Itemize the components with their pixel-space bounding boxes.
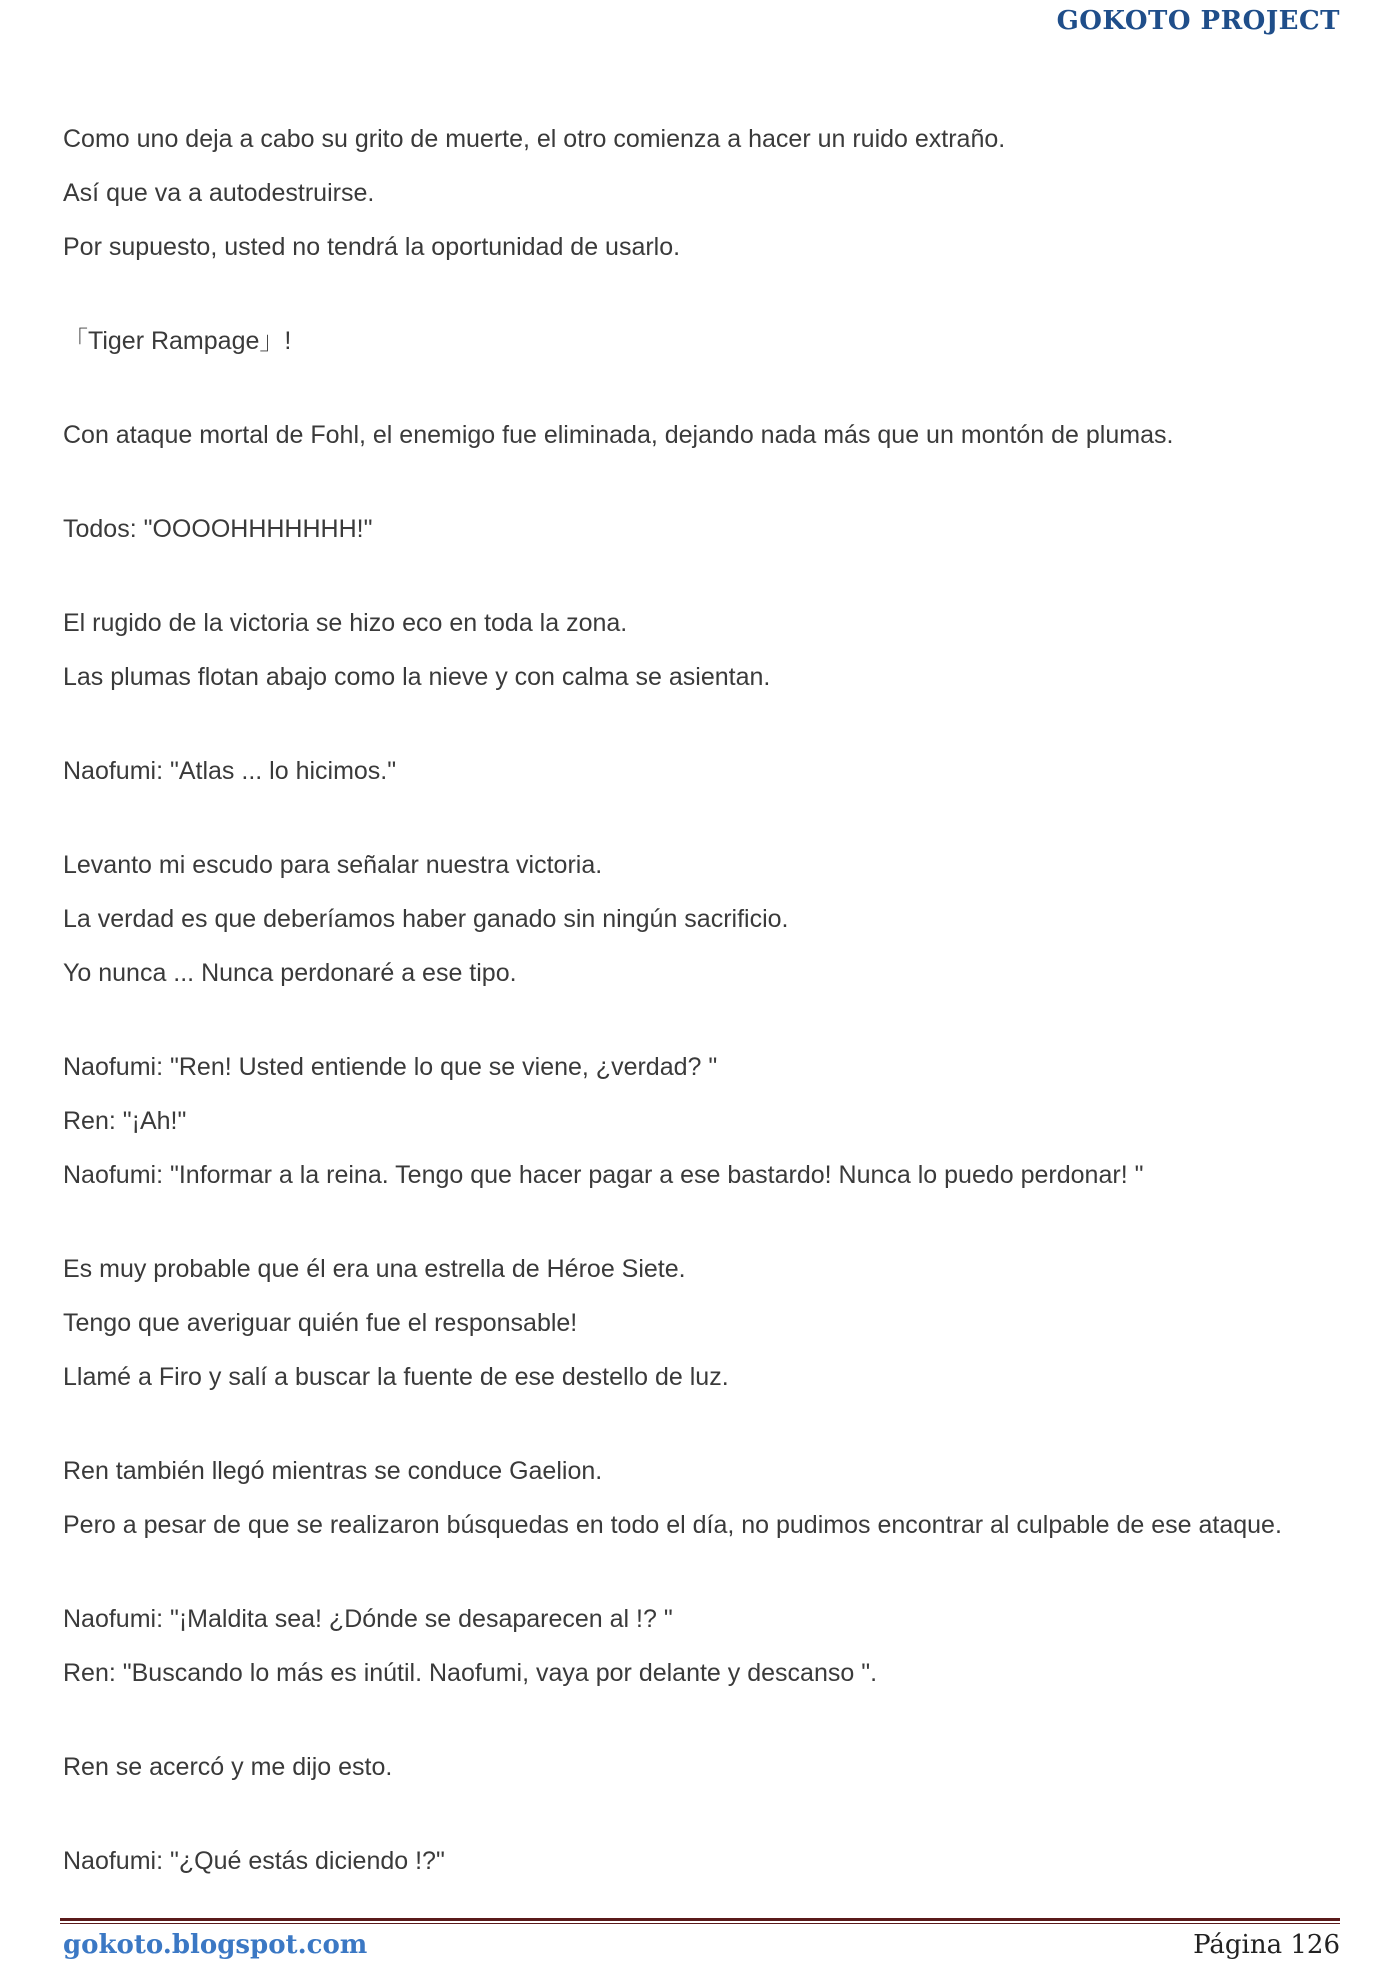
- text-line: Ren se acercó y me dijo esto.: [63, 1753, 393, 1781]
- text-line: La verdad es que deberíamos haber ganado sin ningún sacrificio.: [63, 905, 789, 933]
- text-line: Naofumi: "¿Qué estás diciendo !?": [63, 1847, 445, 1875]
- text-line: Tengo que averiguar quién fue el responsable!: [63, 1309, 578, 1337]
- text-line: Yo nunca ... Nunca perdonaré a ese tipo.: [63, 959, 517, 987]
- text-line: Llamé a Firo y salí a buscar la fuente de ese destello de luz.: [63, 1363, 729, 1391]
- paragraph: [63, 1040, 1353, 1202]
- footer-divider: [60, 1918, 1340, 1928]
- page-number: Página 126: [1193, 1930, 1340, 1960]
- text-line: Naofumi: "¡Maldita sea! ¿Dónde se desaparecen al !? ": [63, 1605, 673, 1633]
- text-line: Levanto mi escudo para señalar nuestra victoria.: [63, 851, 603, 879]
- text-line: Las plumas flotan abajo como la nieve y con calma se asientan.: [63, 663, 771, 691]
- text-line: Ren: "Buscando lo más es inútil. Naofumi, vaya por delante y descanso ".: [63, 1659, 878, 1687]
- paragraph: [63, 112, 1353, 274]
- text-line: Ren también llegó mientras se conduce Gaelion.: [63, 1457, 603, 1485]
- text-line: El rugido de la victoria se hizo eco en toda la zona.: [63, 609, 628, 637]
- text-line: Como uno deja a cabo su grito de muerte, el otro comienza a hacer un ruido extraño.: [63, 125, 1006, 153]
- text-line: Todos: "OOOOHHHHHHH!": [63, 515, 373, 543]
- text-line: Así que va a autodestruirse.: [63, 179, 375, 207]
- document-body: [63, 112, 1353, 1888]
- paragraph: [63, 1592, 1353, 1700]
- paragraph: [63, 838, 1353, 1000]
- text-line: 「Tiger Rampage」!: [63, 327, 292, 355]
- paragraph: [63, 1242, 1353, 1404]
- paragraph: [63, 314, 1353, 368]
- text-line: Es muy probable que él era una estrella de Héroe Siete.: [63, 1255, 686, 1283]
- paragraph: [63, 744, 1353, 798]
- footer-site-link[interactable]: gokoto.blogspot.com: [63, 1930, 368, 1960]
- text-line: Naofumi: "Ren! Usted entiende lo que se viene, ¿verdad? ": [63, 1053, 718, 1081]
- paragraph: [63, 596, 1353, 704]
- paragraph: [63, 1444, 1353, 1552]
- text-line: Por supuesto, usted no tendrá la oportunidad de usarlo.: [63, 233, 681, 261]
- text-line: Con ataque mortal de Fohl, el enemigo fue eliminada, dejando nada más que un montón de plumas.: [63, 421, 1174, 449]
- paragraph: [63, 1834, 1353, 1888]
- header-brand: GOKOTO PROJECT: [1056, 6, 1340, 36]
- paragraph: [63, 1740, 1353, 1794]
- text-line: Naofumi: "Informar a la reina. Tengo que hacer pagar a ese bastardo! Nunca lo puedo perdonar! ": [63, 1161, 1144, 1189]
- text-line: Ren: "¡Ah!": [63, 1107, 187, 1135]
- text-line: Naofumi: "Atlas ... lo hicimos.": [63, 757, 397, 785]
- text-line: Pero a pesar de que se realizaron búsquedas en todo el día, no pudimos encontrar al culpable de ese ataque.: [63, 1511, 1282, 1539]
- paragraph: [63, 408, 1353, 462]
- paragraph: [63, 502, 1353, 556]
